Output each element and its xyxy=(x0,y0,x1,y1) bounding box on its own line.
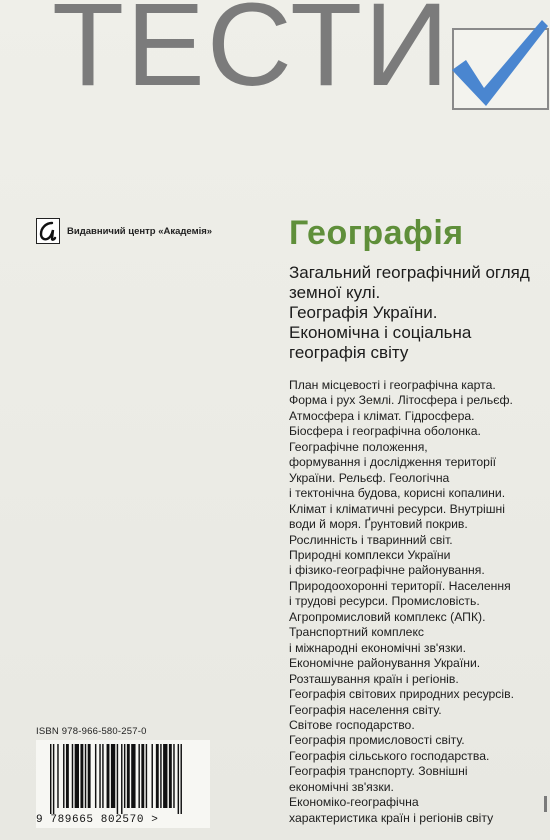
contents-line: Економіко-географічна xyxy=(289,795,419,810)
contents-line: води й моря. Ґрунтовий покрив. xyxy=(289,517,468,532)
barcode-icon xyxy=(36,740,210,814)
contents-list xyxy=(289,378,544,826)
contents-line: і тектонічна будова, корисні копалини. xyxy=(289,486,506,501)
contents-line: Природоохоронні території. Населення xyxy=(289,578,511,593)
contents-line: Світове господарство. xyxy=(289,717,415,732)
subtitle-line: Загальний географічний огляд xyxy=(289,263,530,282)
check-mark-icon xyxy=(444,18,550,110)
contents-line: Географія світових природних ресурсів. xyxy=(289,687,514,702)
contents-line: і міжнародні економічні зв'язки. xyxy=(289,640,466,655)
academia-a-logo-icon xyxy=(36,218,60,244)
subtitle-line: земної кулі. xyxy=(289,283,381,302)
contents-line: Природні комплекси України xyxy=(289,547,451,562)
series-title: ТЕСТИ xyxy=(52,0,451,111)
barcode-digits: 9 789665 802570 > xyxy=(36,814,159,826)
subtitle-line: географія світу xyxy=(289,343,409,362)
contents-line: і фізико-географічне районування. xyxy=(289,563,485,578)
contents-line: Розташування країн і регіонів. xyxy=(289,671,459,686)
contents-line: Атмосфера і клімат. Гідросфера. xyxy=(289,408,475,423)
contents-line: План місцевості і географічна карта. xyxy=(289,378,496,392)
publisher-name: Видавничий центр «Академія» xyxy=(67,225,213,237)
contents-line: економічні зв'язки. xyxy=(289,779,394,794)
subtitle-line: Географія України. xyxy=(289,303,438,322)
isbn: ISBN 978-966-580-257-0 xyxy=(36,726,147,737)
contents-line: формування і дослідження території xyxy=(289,455,497,470)
edge-mark xyxy=(544,796,547,812)
contents-line: Географічне положення, xyxy=(289,439,428,454)
contents-line: України. Рельєф. Геологічна xyxy=(289,470,450,485)
contents-line: Економічне районування України. xyxy=(289,656,481,671)
subtitle-line: Економічна і соціальна xyxy=(289,323,472,342)
contents-line: Географія сільського господарства. xyxy=(289,748,490,763)
contents-line: характеристика країн і регіонів світу xyxy=(289,810,494,825)
contents-line: Рослинність і тваринний світ. xyxy=(289,532,453,547)
contents-line: Географія населення світу. xyxy=(289,702,442,717)
contents-line: Біосфера і географічна оболонка. xyxy=(289,424,481,439)
contents-line: Форма і рух Землі. Літосфера і рельєф. xyxy=(289,393,513,408)
contents-line: і трудові ресурси. Промисловість. xyxy=(289,594,480,609)
publisher xyxy=(36,218,212,244)
book-title: Географія xyxy=(289,214,464,252)
contents-line: Клімат і кліматичні ресурси. Внутрішні xyxy=(289,501,505,516)
subtitle xyxy=(289,263,539,363)
barcode xyxy=(36,740,210,828)
contents-line: Географія промисловості світу. xyxy=(289,733,465,748)
contents-line: Транспортний комплекс xyxy=(289,625,425,640)
contents-line: Агропромисловий комплекс (АПК). xyxy=(289,609,486,624)
contents-line: Географія транспорту. Зовнішні xyxy=(289,764,468,779)
